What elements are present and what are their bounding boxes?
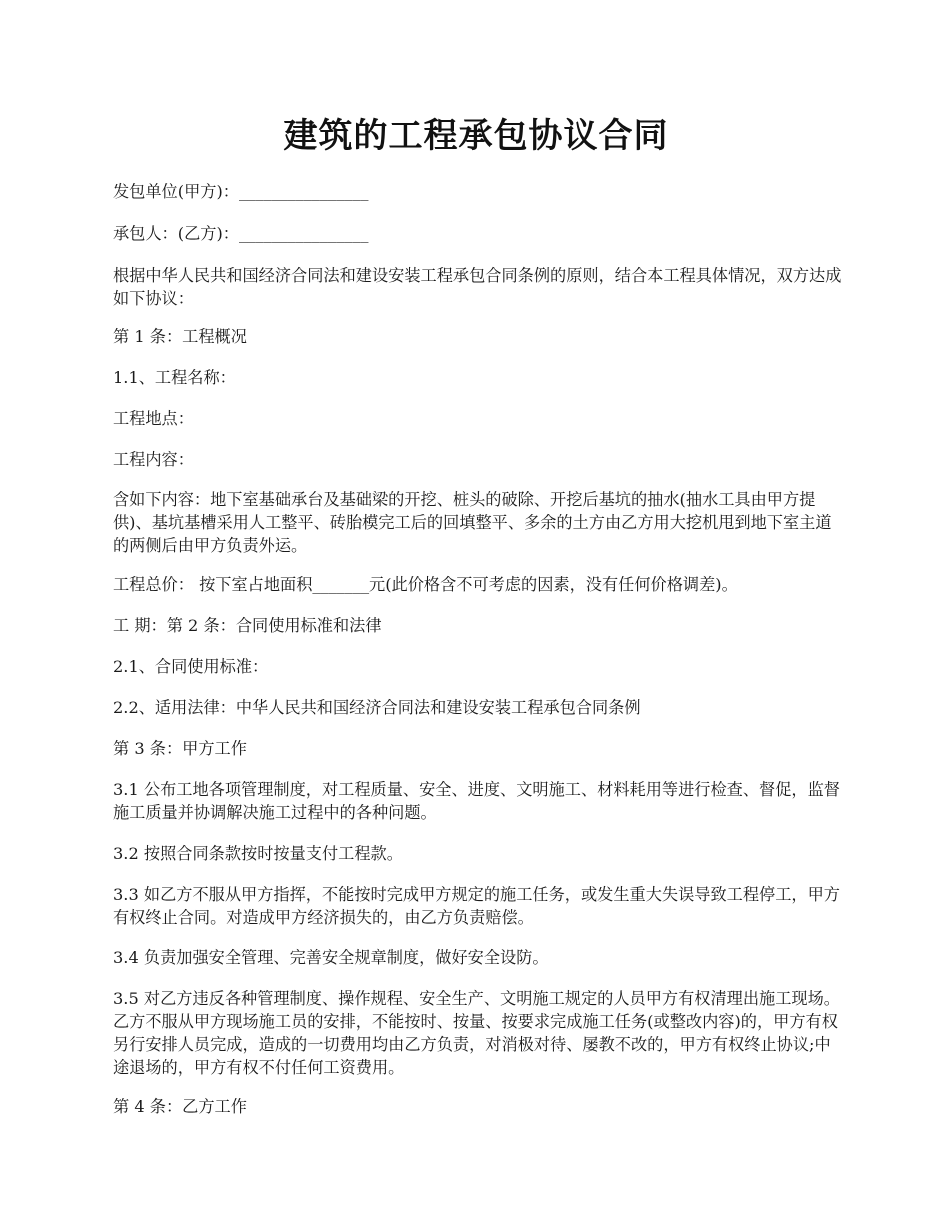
- clause-3-3: 3.3 如乙方不服从甲方指挥，不能按时完成甲方规定的施工任务，或发生重大失误导致工程停工，甲方有权终止合同。对造成甲方经济损失的，由乙方负责赔偿。: [113, 885, 840, 927]
- party-b-line: 承包人：(乙方)：________________: [113, 224, 369, 243]
- project-location-line: 工程地点：: [113, 409, 194, 428]
- party-a-line: 发包单位(甲方)：________________: [113, 182, 369, 201]
- scope-paragraph: 含如下内容：地下室基础承台及基础梁的开挖、桩头的破除、开挖后基坑的抽水(抽水工具由甲方提供)、基坑基槽采用人工整平、砖胎模完工后的回填整平、多余的土方由乙方用大挖机甩到地下室主道的两侧后由甲方负责外运。: [113, 490, 832, 555]
- clause-3-2: 3.2 按照合同条款按时按量支付工程款。: [113, 844, 403, 863]
- article-1-heading: 第 1 条：工程概况: [113, 327, 247, 346]
- article-4-heading: 第 4 条：乙方工作: [113, 1097, 247, 1116]
- article-2-heading: 工 期：第 2 条：合同使用标准和法律: [113, 616, 382, 635]
- document-title: 建筑的工程承包协议合同: [283, 116, 669, 156]
- preamble-paragraph: 根据中华人民共和国经济合同法和建设安装工程承包合同条例的原则，结合本工程具体情况，双方达成如下协议：: [113, 266, 842, 308]
- project-name-line: 1.1、工程名称：: [113, 368, 236, 387]
- clause-3-4: 3.4 负责加强安全管理、完善安全规章制度，做好安全设防。: [113, 948, 549, 967]
- clause-2-1: 2.1、合同使用标准：: [113, 657, 269, 676]
- total-price-line: 工程总价： 按下室占地面积_______元(此价格含不可考虑的因素，没有任何价格调差)。: [113, 575, 738, 594]
- clause-3-1: 3.1 公布工地各项管理制度，对工程质量、安全、进度、文明施工、材料耗用等进行检查、督促，监督施工质量并协调解决施工过程中的各种问题。: [113, 780, 840, 822]
- clause-3-5: 3.5 对乙方违反各种管理制度、操作规程、安全生产、文明施工规定的人员甲方有权清理出施工现场。乙方不服从甲方现场施工员的安排，不能按时、按量、按要求完成施工任务(或整改内容)的，甲方有权另行安排人员完成，造成的一切费用均由乙方负责，对消极对待、屡教不改的，甲方有权终止协议;中途退场的，甲方有权不付任何工资费用。: [113, 989, 840, 1077]
- clause-2-2: 2.2、适用法律：中华人民共和国经济合同法和建设安装工程承包合同条例: [113, 698, 641, 717]
- project-content-line: 工程内容：: [113, 450, 194, 469]
- article-3-heading: 第 3 条：甲方工作: [113, 739, 247, 758]
